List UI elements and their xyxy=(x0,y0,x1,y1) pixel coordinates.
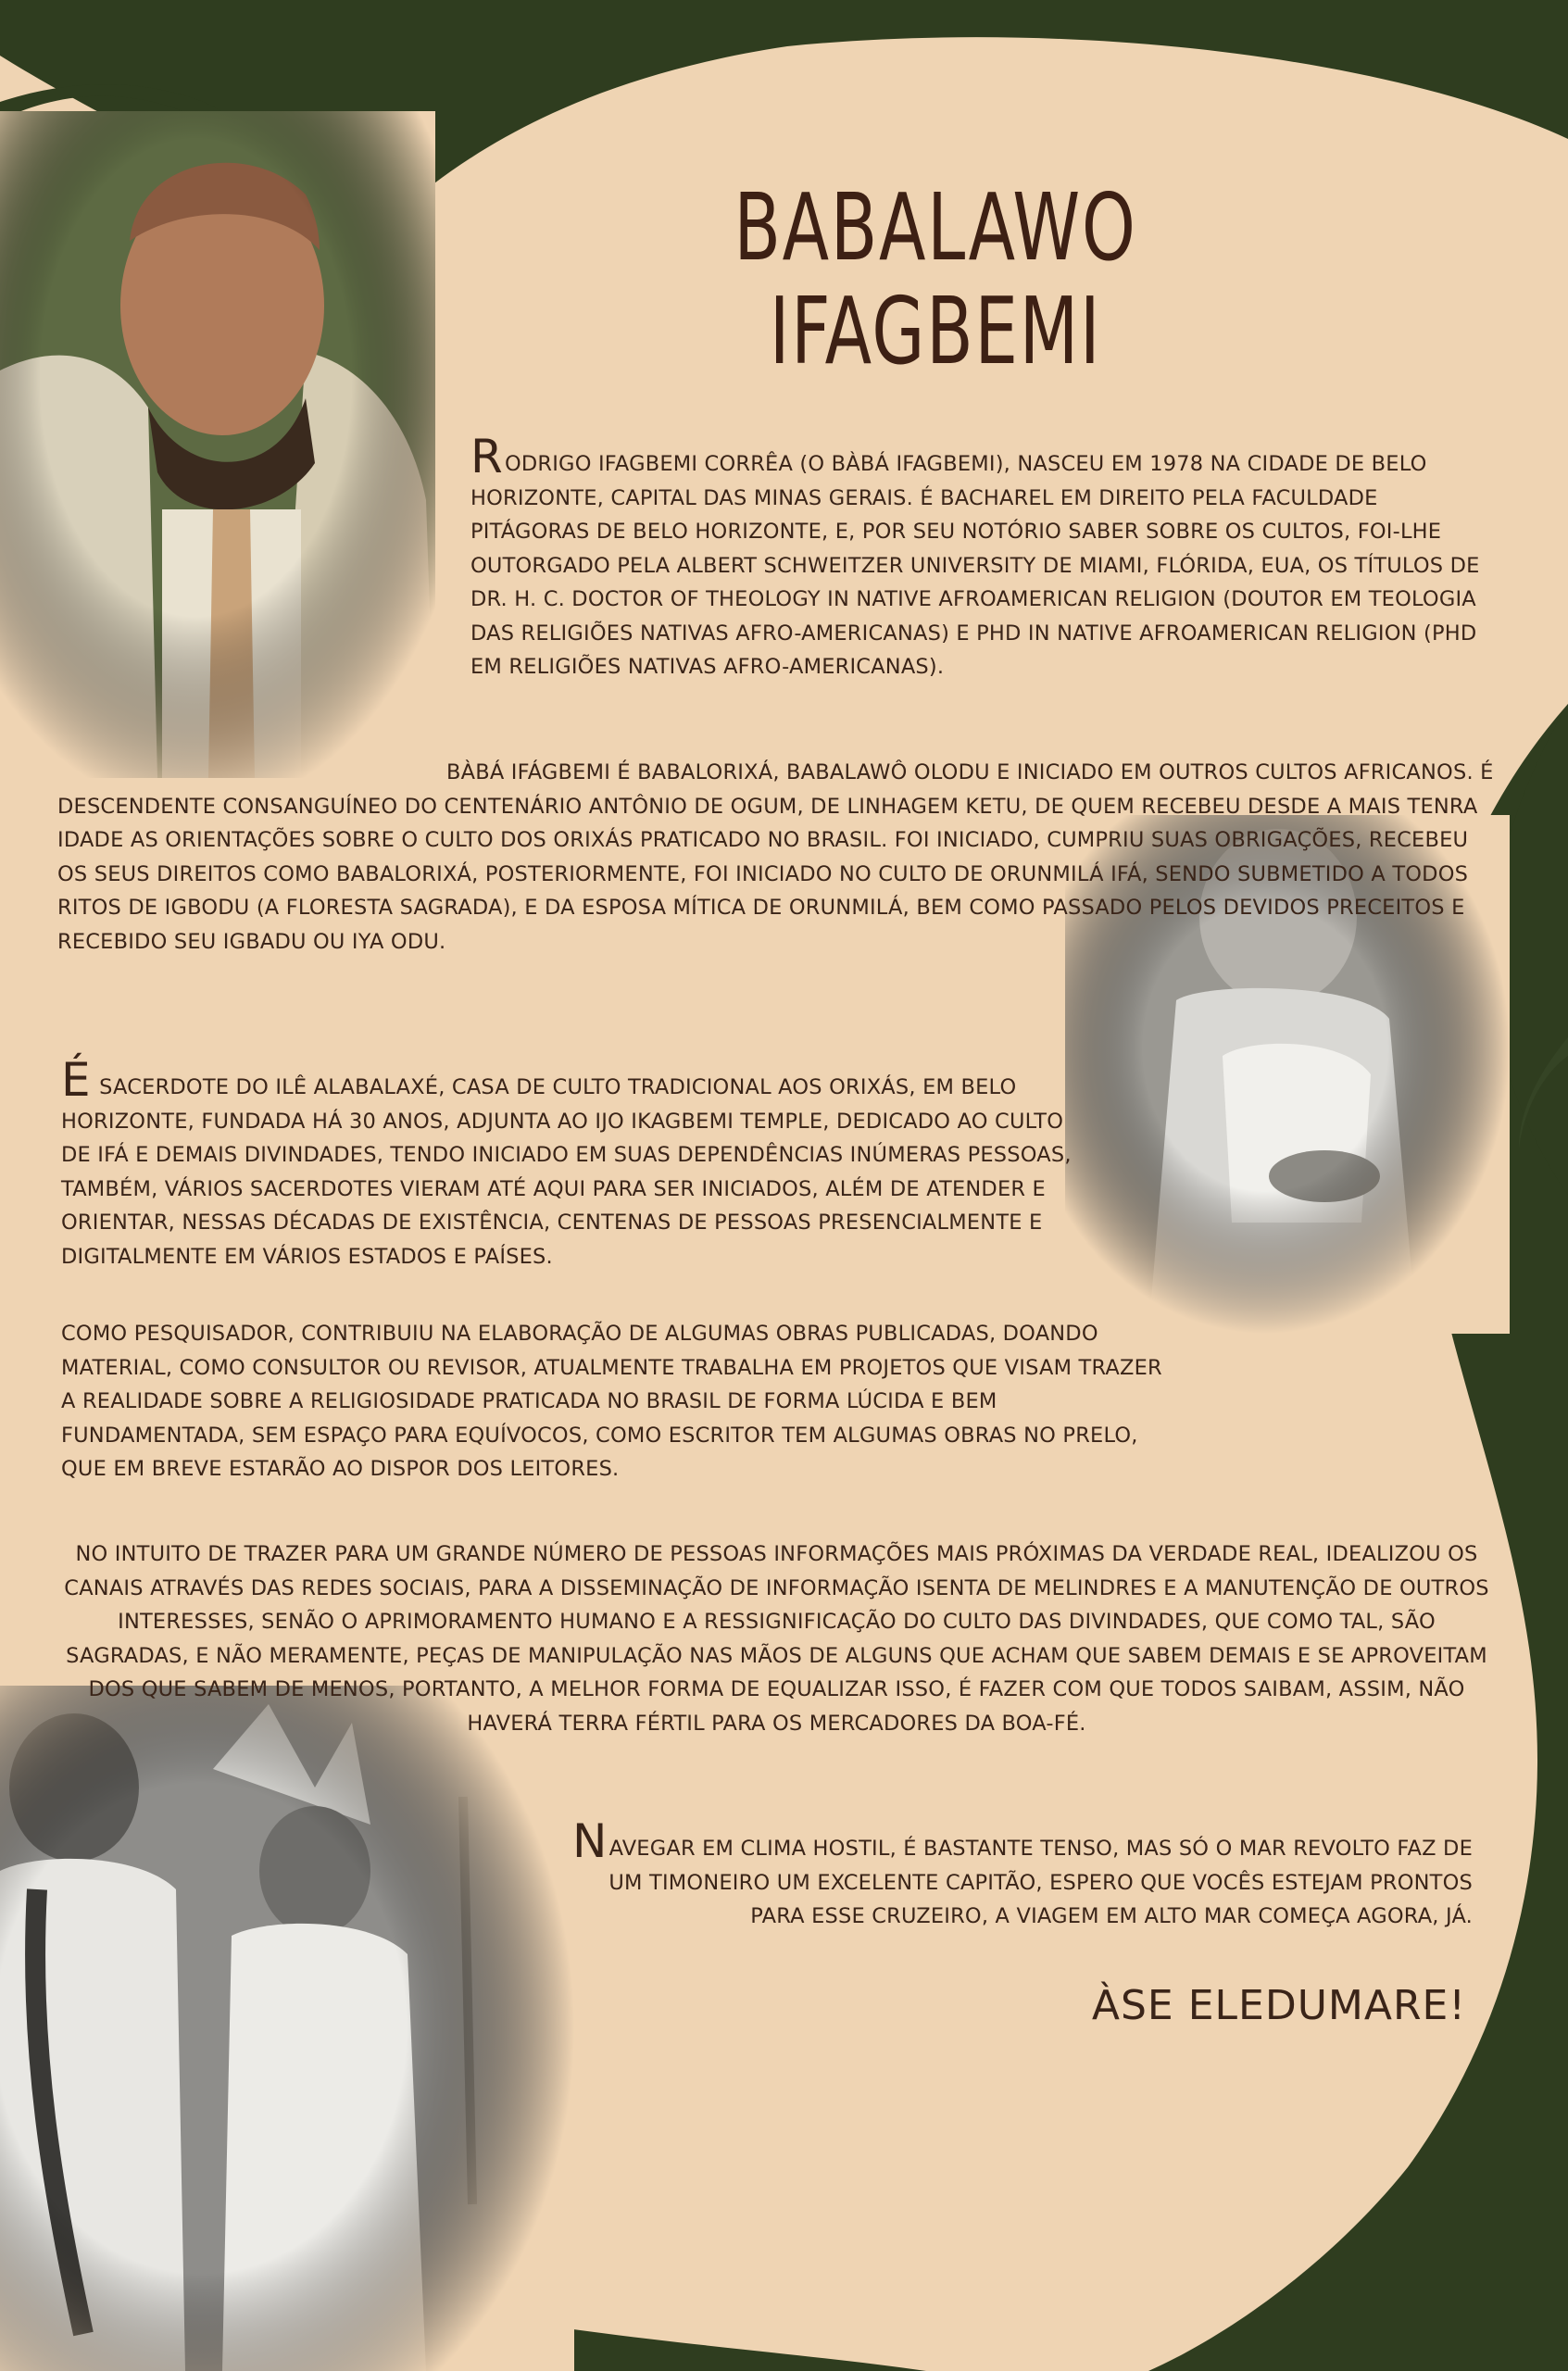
paragraph-initiation xyxy=(57,756,1502,959)
paragraph-priesthood-text: SACERDOTE DO ILÊ ALABALAXÉ, CASA DE CULTO TRADICIONAL AOS ORIXÁS, EM BELO HORIZONTE, FUNDADA HÁ 30 ANOS, ADJUNTA AO IJO IKAGBEMI TEMPLE, DEDICADO AO CULTO DE IFÁ E DEMAIS DIVINDADES, TENDO INICIADO EM SUAS DEPENDÊNCIAS INÚMERAS PESSOAS, TAMBÉM, VÁRIOS SACERDOTES VIERAM ATÉ AQUI PARA SER INICIADOS, ALÉM DE ATENDER E ORIENTAR, NESSAS DÉCADAS DE EXISTÊNCIA, CENTENAS DE PESSOAS PRESENCIALMENTE E DIGITALMENTE EM VÁRIOS ESTADOS E PAÍSES. xyxy=(61,1075,1072,1269)
paragraph-social-media xyxy=(61,1537,1492,1740)
paragraph-biography-text: ODRIGO IFAGBEMI CORRÊA (O BÀBÁ IFAGBEMI), NASCEU EM 1978 NA CIDADE DE BELO HORIZONTE, CAPITAL DAS MINAS GERAIS. É BACHAREL EM DIREITO PELA FACULDADE PITÁGORAS DE BELO HORIZONTE, E, POR SEU NOTÓRIO SABER SOBRE OS CULTOS, FOI-LHE OUTORGADO PELA ALBERT SCHWEITZER UNIVERSITY DE MIAMI, FLÓRIDA, EUA, OS TÍTULOS DE DR. H. C. DOCTOR OF THEOLOGY IN NATIVE AFROAMERICAN RELIGION (DOUTOR EM TEOLOGIA DAS RELIGIÕES NATIVAS AFRO-AMERICANAS) E PHD IN NATIVE AFROAMERICAN RELIGION (PHD EM RELIGIÕES NATIVAS AFRO-AMERICANAS). xyxy=(470,452,1480,679)
dropcap-n: N xyxy=(571,1814,608,1868)
paragraph-research xyxy=(61,1317,1182,1487)
dropcap-e: É xyxy=(61,1053,91,1107)
group-photo xyxy=(0,1686,574,2371)
paragraph-biography xyxy=(470,430,1485,684)
page-title xyxy=(715,173,1156,385)
paragraph-initiation-text: BÀBÁ IFÁGBEMI É BABALORIXÁ, BABALAWÔ OLODU E INICIADO EM OUTROS CULTOS AFRICANOS. É DESCENDENTE CONSANGUÍNEO DO CENTENÁRIO ANTÔNIO DE OGUM, DE LINHAGEM KETU, DE QUEM RECEBEU DESDE A MAIS TENRA IDADE AS ORIENTAÇÕES SOBRE O CULTO DOS ORIXÁS PRATICADO NO BRASIL. FOI INICIADO, CUMPRIU SUAS OBRIGAÇÕES, RECEBEU OS SEUS DIREITOS COMO BABALORIXÁ, POSTERIORMENTE, FOI INICIADO NO CULTO DE ORUNMILÁ IFÁ, SENDO SUBMETIDO A TODOS RITOS DE IGBODU (A FLORESTA SAGRADA), E DA ESPOSA MÍTICA DE ORUNMILÁ, BEM COMO PASSADO PELOS DEVIDOS PRECEITOS E RECEBIDO SEU IGBADU OU IYA ODU. xyxy=(57,760,1494,954)
portrait-photo xyxy=(0,111,435,778)
paragraph-research-text: COMO PESQUISADOR, CONTRIBUIU NA ELABORAÇÃO DE ALGUMAS OBRAS PUBLICADAS, DOANDO MATERIAL, COMO CONSULTOR OU REVISOR, ATUALMENTE TRABALHA EM PROJETOS QUE VISAM TRAZER A REALIDADE SOBRE A RELIGIOSIDADE PRATICADA NO BRASIL DE FORMA LÚCIDA E BEM FUNDAMENTADA, SEM ESPAÇO PARA EQUÍVOCOS, COMO ESCRITOR TEM ALGUMAS OBRAS NO PRELO, QUE EM BREVE ESTARÃO AO DISPOR DOS LEITORES. xyxy=(61,1322,1162,1481)
paragraph-navigation-text: AVEGAR EM CLIMA HOSTIL, É BASTANTE TENSO, MAS SÓ O MAR REVOLTO FAZ DE UM TIMONEIRO UM EXCELENTE CAPITÃO, ESPERO QUE VOCÊS ESTEJAM PRONTOS PARA ESSE CRUZEIRO, A VIAGEM EM ALTO MAR COMEÇA AGORA, JÁ. xyxy=(608,1837,1473,1928)
paragraph-priesthood xyxy=(61,1053,1098,1273)
title-line-1: BABALAWO xyxy=(734,173,1137,282)
paragraph-navigation xyxy=(556,1814,1473,1934)
closing-blessing: ÀSE ELEDUMARE! xyxy=(1091,1982,1466,2029)
dropcap-r: R xyxy=(470,430,503,483)
paragraph-social-media-text: NO INTUITO DE TRAZER PARA UM GRANDE NÚMERO DE PESSOAS INFORMAÇÕES MAIS PRÓXIMAS DA VERDADE REAL, IDEALIZOU OS CANAIS ATRAVÉS DAS REDES SOCIAIS, PARA A DISSEMINAÇÃO DE INFORMAÇÃO ISENTA DE MELINDRES E A MANUTENÇÃO DE OUTROS INTERESSES, SENÃO O APRIMORAMENTO HUMANO E A RESSIGNIFICAÇÃO DO CULTO DAS DIVINDADES, QUE COMO TAL, SÃO SAGRADAS, E NÃO MERAMENTE, PEÇAS DE MANIPULAÇÃO NAS MÃOS DE ALGUNS QUE ACHAM QUE SABEM DEMAIS E SE APROVEITAM DOS QUE SABEM DE MENOS, PORTANTO, A MELHOR FORMA DE EQUALIZAR ISSO, É FAZER COM QUE TODOS SAIBAM, ASSIM, NÃO HAVERÁ TERRA FÉRTIL PARA OS MERCADORES DA BOA-FÉ. xyxy=(64,1542,1489,1736)
title-line-2: IFAGBEMI xyxy=(769,277,1102,385)
